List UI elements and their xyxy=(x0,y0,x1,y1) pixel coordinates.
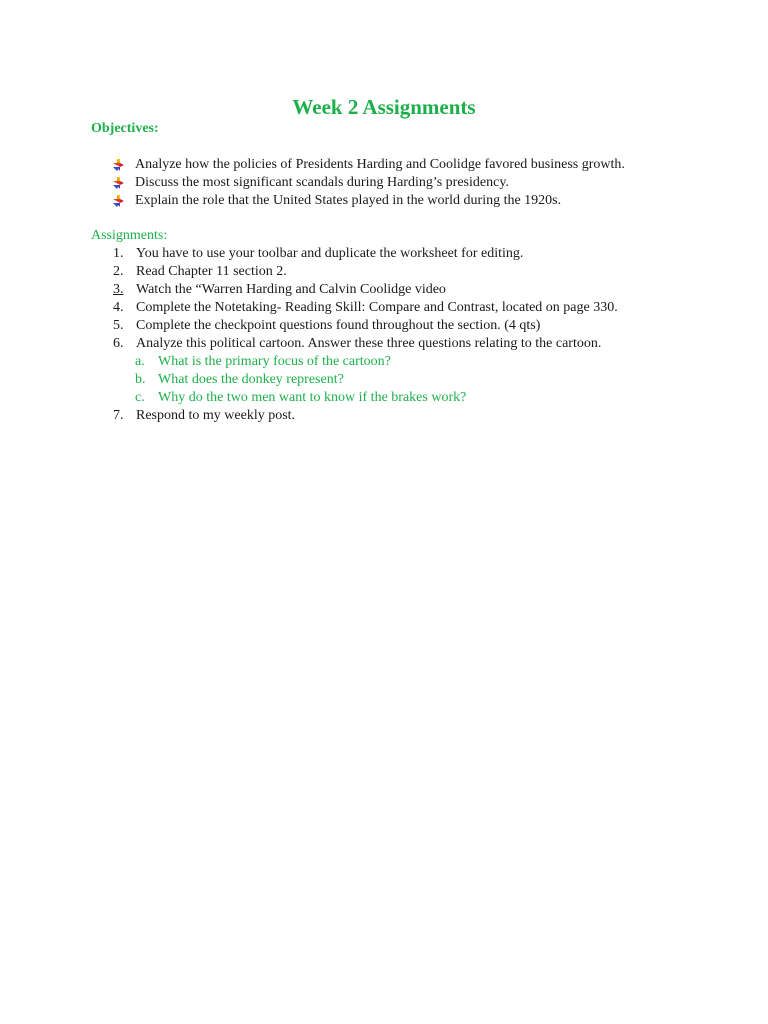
objectives-heading: Objectives: xyxy=(91,121,159,136)
multicolor-arrow-bullet-icon xyxy=(113,159,125,171)
objective-item xyxy=(113,174,625,192)
page-title: Week 2 Assignments xyxy=(292,95,476,119)
multicolor-arrow-bullet-icon xyxy=(113,195,125,207)
assignment-text: Analyze this political cartoon. Answer these three questions relating to the cartoon. xyxy=(136,336,602,351)
question-letter: c. xyxy=(135,390,145,405)
assignment-item xyxy=(113,299,618,317)
assignment-text: Read Chapter 11 section 2. xyxy=(136,264,287,279)
multicolor-arrow-bullet-icon xyxy=(113,177,125,189)
assignments-list xyxy=(113,245,618,425)
objective-text: Explain the role that the United States played in the world during the 1920s. xyxy=(135,193,562,208)
assignment-text: Respond to my weekly post. xyxy=(136,408,296,423)
question-text: What does the donkey represent? xyxy=(158,372,344,387)
objective-text: Discuss the most significant scandals during Harding’s presidency. xyxy=(135,175,509,190)
assignment-number: 6. xyxy=(113,336,124,351)
assignment-number: 3. xyxy=(113,282,124,297)
assignment-text: Complete the checkpoint questions found throughout the section. (4 qts) xyxy=(136,318,541,333)
objective-item xyxy=(113,156,625,174)
question-text: Why do the two men want to know if the brakes work? xyxy=(158,390,467,405)
question-letter: a. xyxy=(135,354,145,369)
question-letter: b. xyxy=(135,372,146,387)
cartoon-questions-list xyxy=(113,353,618,407)
assignment-text: Complete the Notetaking- Reading Skill: Compare and Contrast, located on page 330. xyxy=(136,300,618,315)
cartoon-question xyxy=(135,389,618,407)
assignment-text: You have to use your toolbar and duplicate the worksheet for editing. xyxy=(136,246,524,261)
assignment-item xyxy=(113,317,618,335)
assignment-number: 1. xyxy=(113,246,124,261)
objective-item xyxy=(113,192,625,210)
assignment-number: 2. xyxy=(113,264,124,279)
assignments-heading: Assignments: xyxy=(91,228,168,243)
assignment-item xyxy=(113,335,618,407)
assignment-item xyxy=(113,281,618,299)
objectives-list xyxy=(113,156,625,210)
question-text: What is the primary focus of the cartoon? xyxy=(158,354,391,369)
objective-text: Analyze how the policies of Presidents Harding and Coolidge favored business growth. xyxy=(135,157,625,172)
assignment-item xyxy=(113,263,618,281)
assignment-item xyxy=(113,245,618,263)
assignment-number: 4. xyxy=(113,300,124,315)
assignment-text: Watch the “Warren Harding and Calvin Coolidge video xyxy=(136,282,446,297)
assignment-number: 5. xyxy=(113,318,124,333)
assignment-number: 7. xyxy=(113,408,124,423)
assignment-item xyxy=(113,407,618,425)
cartoon-question xyxy=(135,353,618,371)
cartoon-question xyxy=(135,371,618,389)
